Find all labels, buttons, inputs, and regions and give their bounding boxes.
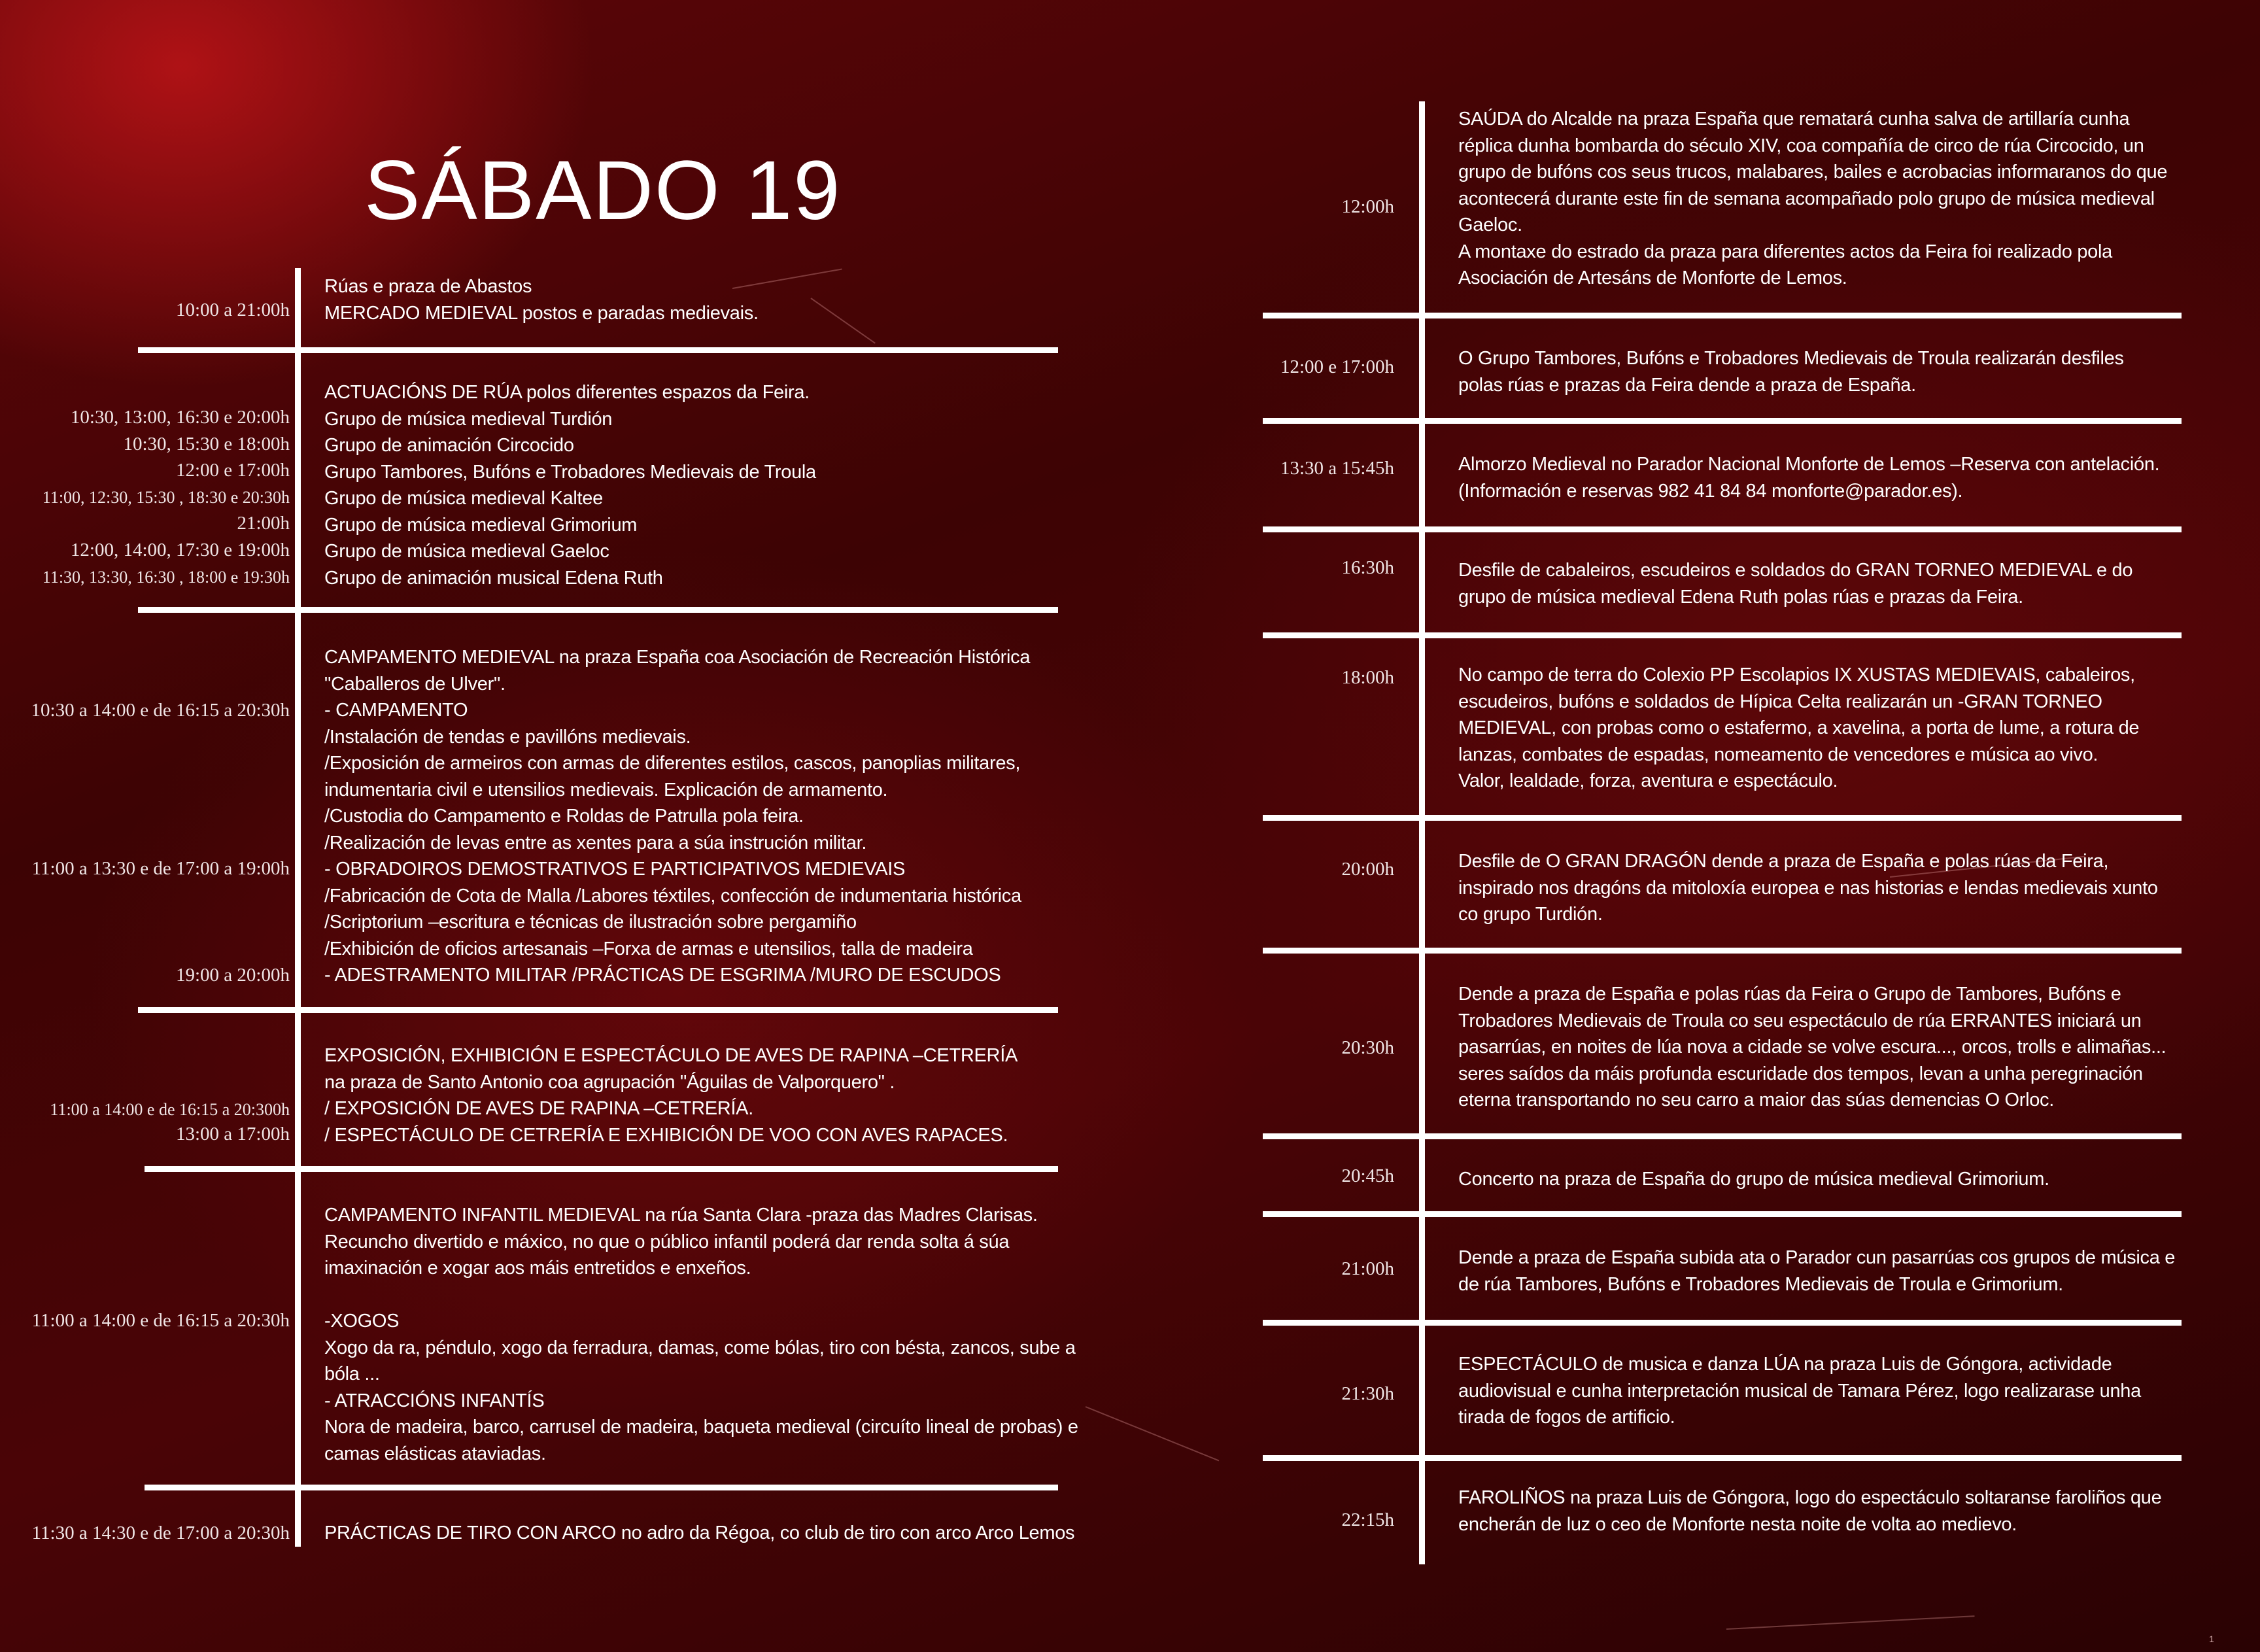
event-description: CAMPAMENTO MEDIEVAL na praza España coa Asociación de Recreación Histórica "Caballeros de Ulver". - CAMPAMENTO /Instalación de tendas e pavillóns medievais. /Exposición de armeiros con armas de diferentes estilos, cascos, panoplias militares, indumentaria civil e utensilios medievais. Explicación de armamento. /Custodia do Campamento e Roldas de Patrulla pola feira. /Realización de levas entre as xentes para a súa instrución militar. - OBRADOIROS DEMOSTRATIVOS E PARTICIPATIVOS MEDIEVAIS /Fabricación de Cota de Malla /Labores téxtiles, confección de indumentaria histórica /Scriptorium –escritura e técnicas de ilustración sobre pergamiño /Exhibición de oficios artesanais –Forxa de armas e utensilios, talla de madeira - ADESTRAMENTO MILITAR /PRÁCTICAS DE ESGRIMA /MURO DE ESCUDOS [324, 647, 1031, 986]
event-description: SAÚDA do Alcalde na praza España que rematará cunha salva de artillaría cunha réplica dunha bombarda do século XIV, coa compañía de circo de rúa Circocido, un grupo de bufóns cos seus trucos, malabares, bailes e acrobacias informaranos do que acontecerá durante este fin de semana acompañado polo grupo de música medieval Gaeloc. A montaxe do estrado da praza para diferentes actos da Feira foi realizado pola Asociación de Artesáns de Monforte de Lemos. [1458, 109, 2168, 288]
event-description: Dende a praza de España subida ata o Parador cun pasarrúas cos grupos de música e de rúa Tambores, Bufóns e Trobadores Medievais de Troula e Grimorium. [1458, 1247, 2176, 1295]
event-time: 11:00 a 13:30 e de 17:00 a 19:00h [31, 858, 290, 879]
event-time: 11:00 a 14:00 e de 16:15 a 20:30h [31, 1310, 290, 1331]
event-description: PRÁCTICAS DE TIRO CON ARCO no adro da Régoa, co club de tiro con arco Arco Lemos [324, 1523, 1075, 1543]
event-time: 20:00h [1341, 859, 1394, 880]
divider [1263, 815, 2182, 821]
page-number: 1 [2209, 1634, 2214, 1644]
event-time: 19:00 a 20:00h [176, 965, 290, 986]
event-time: 10:30, 13:00, 16:30 e 20:00h [70, 407, 290, 428]
divider [1263, 418, 2182, 424]
event-time: 18:00h [1341, 667, 1394, 688]
divider [138, 1007, 1058, 1013]
event-time: 11:00 a 14:00 e de 16:15 a 20:300h [50, 1100, 290, 1119]
divider [1263, 948, 2182, 954]
event-time: 13:30 a 15:45h [1280, 458, 1394, 479]
event-time: 16:30h [1341, 557, 1394, 578]
right-timeline [1419, 101, 1425, 1564]
divider [1263, 1320, 2182, 1326]
event-time: 11:30, 13:30, 16:30 , 18:00 e 19:30h [42, 568, 290, 587]
divider [1263, 1455, 2182, 1461]
event-description: Almorzo Medieval no Parador Nacional Monforte de Lemos –Reserva con antelación. (Información e reservas 982 41 84 84 monforte@parador.es). [1458, 454, 2160, 502]
event-description: ESPECTÁCULO de musica e danza LÚA na praza Luis de Góngora, actividade audiovisual e cunha interpretación musical de Tamara Pérez, logo realizarase unha tirada de fogos de artificio. [1458, 1354, 2141, 1428]
event-description: FAROLIÑOS na praza Luis de Góngora, logo do espectáculo soltaranse faroliños que encherán de luz o ceo de Monforte nesta noite de volta ao medievo. [1458, 1487, 2162, 1535]
event-time: 12:00, 14:00, 17:30 e 19:00h [70, 540, 290, 560]
event-time: 11:30 a 14:30 e de 17:00 a 20:30h [31, 1523, 290, 1543]
event-description: Desfile de O GRAN DRAGÓN dende a praza de España e polas rúas da Feira, inspirado nos dragóns da mitoloxía europea e nas historias e lendas medievais xunto co grupo Turdión. [1458, 851, 2158, 925]
page-title: SÁBADO 19 [364, 144, 842, 237]
event-time: 13:00 a 17:00h [176, 1124, 290, 1144]
event-time: 21:00h [1341, 1258, 1394, 1279]
event-time: 12:00h [1341, 196, 1394, 217]
event-time: 10:30 a 14:00 e de 16:15 a 20:30h [31, 700, 290, 721]
divider [145, 1485, 1058, 1490]
divider [1263, 313, 2182, 318]
event-time: 12:00 e 17:00h [176, 460, 290, 481]
event-time: 20:45h [1341, 1165, 1394, 1186]
event-description: ACTUACIÓNS DE RÚA polos diferentes espazos da Feira. Grupo de música medieval Turdión Grupo de animación Circocido Grupo Tambores, Bufóns e Trobadores Medievais de Troula Grupo de música medieval Kaltee Grupo de música medieval Grimorium Grupo de música medieval Gaeloc Grupo de animación musical Edena Ruth [324, 382, 816, 589]
texture-crack [1086, 1406, 1220, 1461]
event-description: Desfile de cabaleiros, escudeiros e soldados do GRAN TORNEO MEDIEVAL e do grupo de música medieval Edena Ruth polas rúas e prazas da Feira. [1458, 560, 2133, 608]
divider [1263, 632, 2182, 638]
divider [1263, 526, 2182, 532]
divider [138, 347, 1058, 353]
divider [145, 1166, 1058, 1172]
texture-crack [1726, 1615, 1975, 1630]
event-time: 22:15h [1341, 1509, 1394, 1530]
divider [138, 607, 1058, 613]
event-description: CAMPAMENTO INFANTIL MEDIEVAL na rúa Santa Clara -praza das Madres Clarisas. Recuncho divertido e máxico, no que o público infantil poderá dar renda solta á súa imaxinación e xogar aos máis entretidos e enxeños. -XOGOS Xogo da ra, péndulo, xogo da ferradura, damas, come bólas, tiro con bésta, zancos, sube a bóla ... - ATRACCIÓNS INFANTÍS Nora de madeira, barco, carrusel de madeira, baqueta medieval (circuíto lineal de probas) e camas elásticas ataviadas. [324, 1205, 1078, 1464]
event-time: 11:00, 12:30, 15:30 , 18:30 e 20:30h [42, 488, 290, 507]
event-time: 20:30h [1341, 1037, 1394, 1058]
left-timeline [295, 268, 301, 1547]
divider [1263, 1133, 2182, 1139]
event-description: Concerto na praza de España do grupo de música medieval Grimorium. [1458, 1169, 2049, 1190]
event-description: Dende a praza de España e polas rúas da Feira o Grupo de Tambores, Bufóns e Trobadores Medievais de Troula co seu espectáculo de rúa ERRANTES iniciará un pasarrúas, en noites de lúa nova a cidade se volve escura..., orcos, trolls e alimañas... seres saídos da máis profunda escuridade dos tempos, levan a unha peregrinación eterna transportando no seu carro a maior das súas demencias O Orloc. [1458, 984, 2166, 1110]
event-description: O Grupo Tambores, Bufóns e Trobadores Medievais de Troula realizarán desfiles polas rúas e prazas da Feira dende a praza de España. [1458, 348, 2124, 396]
event-time: 21:30h [1341, 1383, 1394, 1404]
divider [1263, 1211, 2182, 1217]
event-time: 10:30, 15:30 e 18:00h [123, 434, 290, 455]
event-description: No campo de terra do Colexio PP Escolapios IX XUSTAS MEDIEVAIS, cabaleiros, escudeiros, bufóns e soldados de Hípica Celta realizarán un -GRAN TORNEO MEDIEVAL, con probas como o estafermo, a xavelina, a porta de lume, a rotura de lanzas, combates de espadas, nomeamento de vencedores e música ao vivo. Valor, lealdade, forza, aventura e espectáculo. [1458, 664, 2140, 791]
event-time: 21:00h [237, 513, 290, 534]
texture-crack [810, 298, 875, 343]
event-time: 12:00 e 17:00h [1280, 356, 1394, 377]
event-description: Rúas e praza de Abastos MERCADO MEDIEVAL postos e paradas medievais. [324, 276, 759, 324]
event-time: 10:00 a 21:00h [176, 300, 290, 320]
event-description: EXPOSICIÓN, EXHIBICIÓN E ESPECTÁCULO DE AVES DE RAPINA –CETRERÍA na praza de Santo Antonio coa agrupación "Águilas de Valporquero" . / EXPOSICIÓN DE AVES DE RAPINA –CETRERÍA. / ESPECTÁCULO DE CETRERÍA E EXHIBICIÓN DE VOO CON AVES RAPACES. [324, 1045, 1018, 1146]
